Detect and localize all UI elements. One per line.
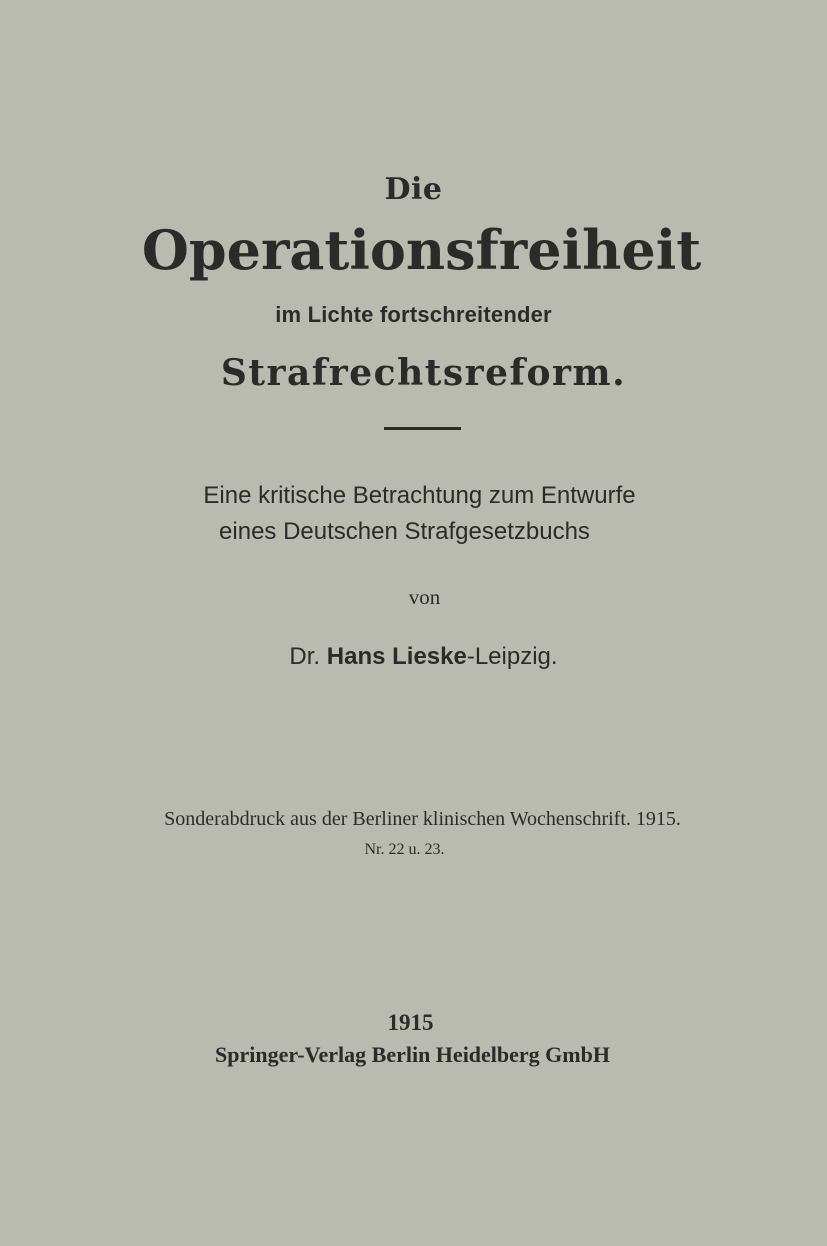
description-line-2: eines Deutschen Strafgesetzbuchs <box>219 518 590 545</box>
publisher: Springer-Verlag Berlin Heidelberg GmbH <box>215 1042 610 1067</box>
title-divider <box>384 427 461 430</box>
description-line-1: Eine kritische Betrachtung zum Entwurfe <box>203 482 636 509</box>
author-line <box>10 643 827 671</box>
author-prefix: Dr. <box>289 643 321 670</box>
author-name: Hans Lieske <box>326 643 467 670</box>
subtitle-line: im Lichte fortschreitender <box>275 302 552 327</box>
publication-year: 1915 <box>387 1010 434 1035</box>
by-label: von <box>408 585 441 609</box>
author-suffix: -Leipzig. <box>466 643 558 670</box>
issue-line: Nr. 22 u. 23. <box>364 841 445 858</box>
main-title: Operationsfreiheit <box>141 218 702 282</box>
title-reform: Strafrechtsreform. <box>220 352 627 394</box>
title-article: Die <box>384 172 443 207</box>
offprint-line: Sonderabdruck aus der Berliner klinischen Wochenschrift. 1915. <box>164 808 681 830</box>
